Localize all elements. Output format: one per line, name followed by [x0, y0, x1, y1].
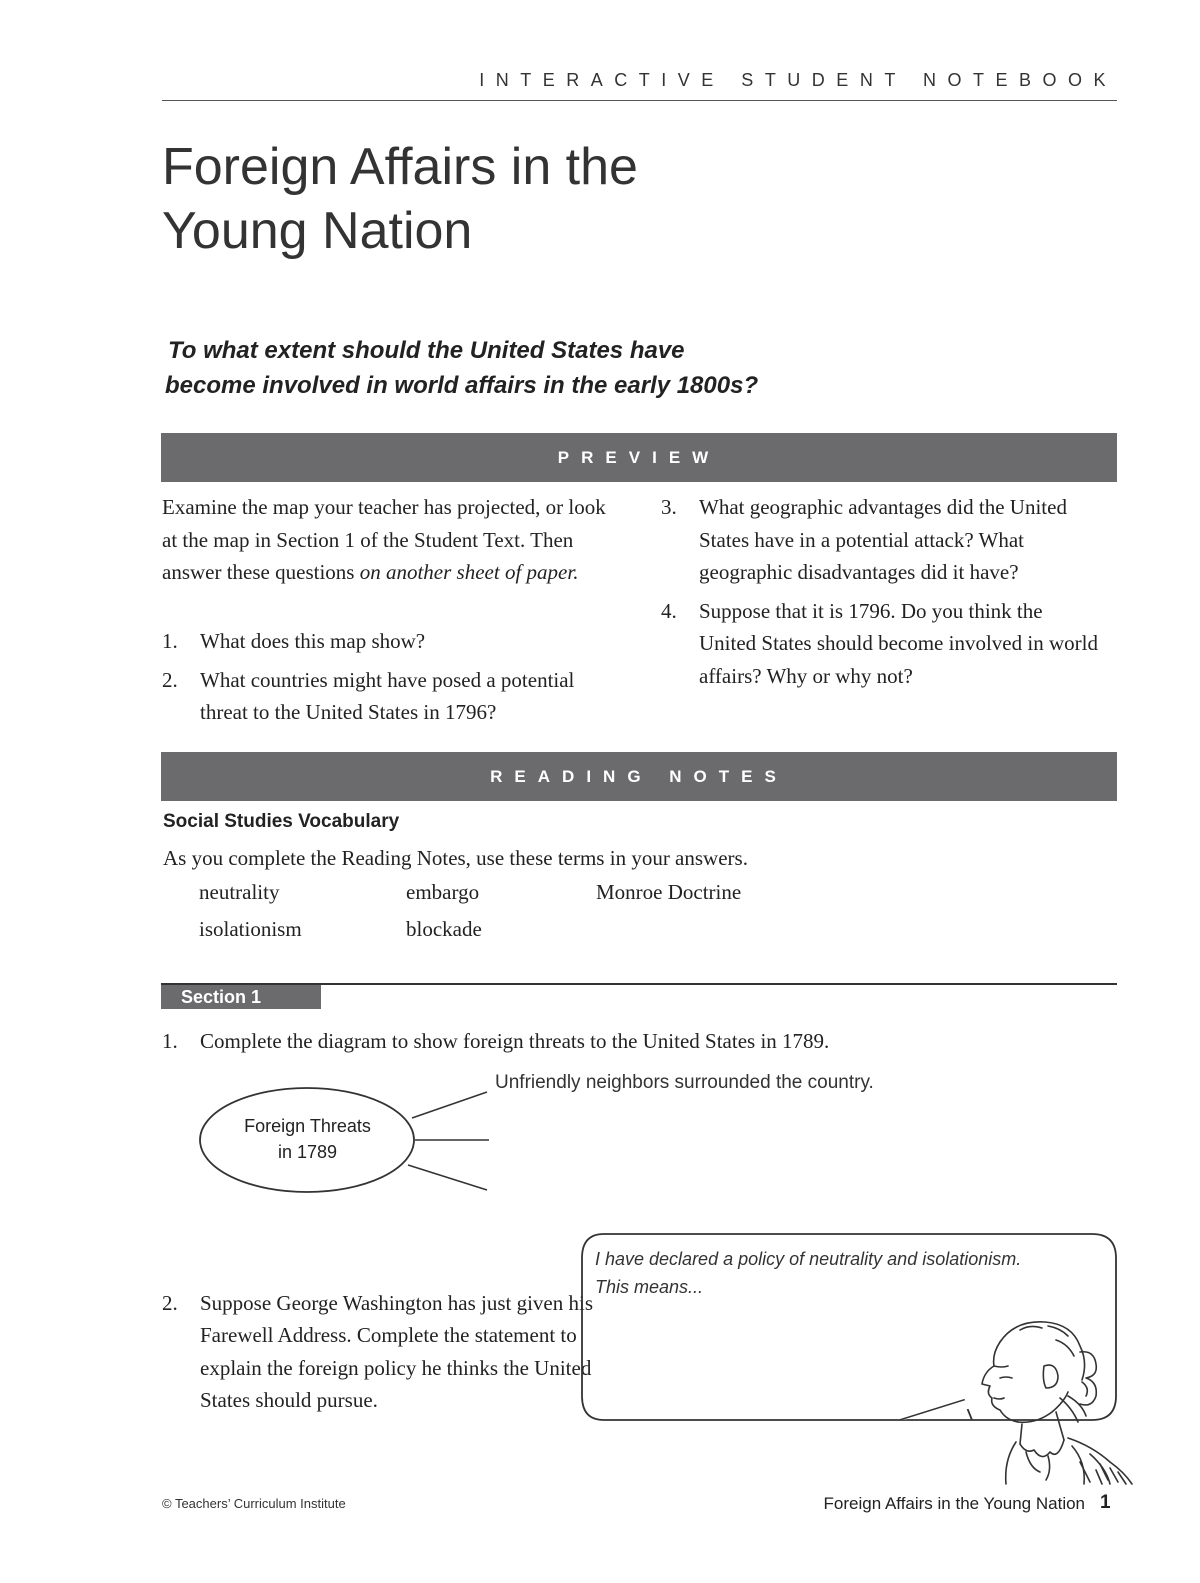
diagram-center-line-1: Foreign Threats	[244, 1116, 371, 1136]
speech-bubble-text	[595, 1245, 1105, 1301]
vocab-term-embargo: embargo	[406, 880, 480, 904]
question-number: 3.	[661, 495, 677, 519]
vocab-term-monroe-doctrine: Monroe Doctrine	[596, 880, 742, 904]
page-title-line-1: Foreign Affairs in the	[162, 138, 638, 196]
diagram-spoke-3	[408, 1165, 487, 1190]
preview-intro-text: Examine the map your teacher has projected, or look at the map in Section 1 of the Student Text. Then answer these questions	[162, 495, 606, 584]
page-title-line-2: Young Nation	[162, 202, 473, 260]
copyright-text: © Teachers’ Curriculum Institute	[162, 1496, 346, 1511]
diagram-center-label	[210, 1113, 405, 1165]
question-text: Suppose George Washington has just given his Farewell Address. Complete the statement to explain the foreign policy he thinks the United States should pursue.	[200, 1290, 594, 1412]
preview-intro	[162, 491, 612, 589]
essential-question-line-1: To what extent should the United States have	[168, 337, 685, 364]
header-label: INTERACTIVE STUDENT NOTEBOOK	[479, 70, 1117, 90]
footer-title: Foreign Affairs in the Young Nation	[823, 1494, 1085, 1513]
preview-band-label: PREVIEW	[557, 447, 721, 467]
section1-question-2	[162, 1287, 600, 1417]
preview-band	[161, 433, 1117, 482]
vocabulary-heading: Social Studies Vocabulary	[163, 811, 400, 832]
speech-bubble-line-1: I have declared a policy of neutrality and isolationism.	[595, 1249, 1022, 1269]
header-rule	[162, 100, 1117, 101]
question-text: Suppose that it is 1796. Do you think the United States should become involved in world affairs? Why or why not?	[699, 598, 1098, 688]
question-text: What does this map show?	[200, 629, 426, 653]
vocab-term-blockade: blockade	[406, 917, 482, 941]
diagram-spoke-1	[412, 1092, 487, 1118]
speech-bubble-line-2: This means...	[595, 1277, 704, 1297]
question-text: What countries might have posed a potential threat to the United States in 1796?	[200, 667, 575, 724]
reading-notes-band	[161, 752, 1117, 801]
question-text: Complete the diagram to show foreign threats to the United States in 1789.	[200, 1029, 830, 1053]
preview-question-4	[661, 595, 1101, 693]
preview-question-2	[162, 664, 622, 729]
preview-question-3	[661, 491, 1101, 589]
george-washington-portrait	[960, 1312, 1140, 1487]
essential-question-line-2: become involved in world affairs in the early 1800s?	[165, 372, 759, 399]
preview-questions-left	[162, 625, 622, 729]
page-title	[162, 135, 862, 263]
preview-questions-right	[661, 491, 1101, 692]
page-number: 1	[1100, 1492, 1111, 1513]
diagram-answer-1: Unfriendly neighbors surrounded the country.	[495, 1072, 874, 1093]
vocabulary-instruction: As you complete the Reading Notes, use these terms in your answers.	[163, 846, 748, 870]
section1-question-1	[162, 1025, 1100, 1058]
section-1-tab: Section 1	[161, 985, 321, 1009]
vocab-term-neutrality: neutrality	[199, 880, 280, 904]
question-text: What geographic advantages did the United States have in a potential attack? What geographic disadvantages did it have?	[699, 495, 1067, 584]
question-number: 4.	[661, 598, 677, 623]
vocab-term-isolationism: isolationism	[199, 917, 302, 941]
question-number: 2.	[162, 1290, 178, 1315]
diagram-center-line-2: in 1789	[277, 1142, 338, 1162]
question-number: 2.	[162, 667, 178, 692]
preview-question-1	[162, 625, 622, 658]
question-number: 1.	[162, 629, 178, 653]
question-number: 1.	[162, 1029, 178, 1053]
reading-notes-band-label: READING NOTES	[490, 766, 788, 786]
essential-question	[165, 333, 965, 403]
preview-intro-italic: on another sheet of paper.	[359, 560, 579, 584]
